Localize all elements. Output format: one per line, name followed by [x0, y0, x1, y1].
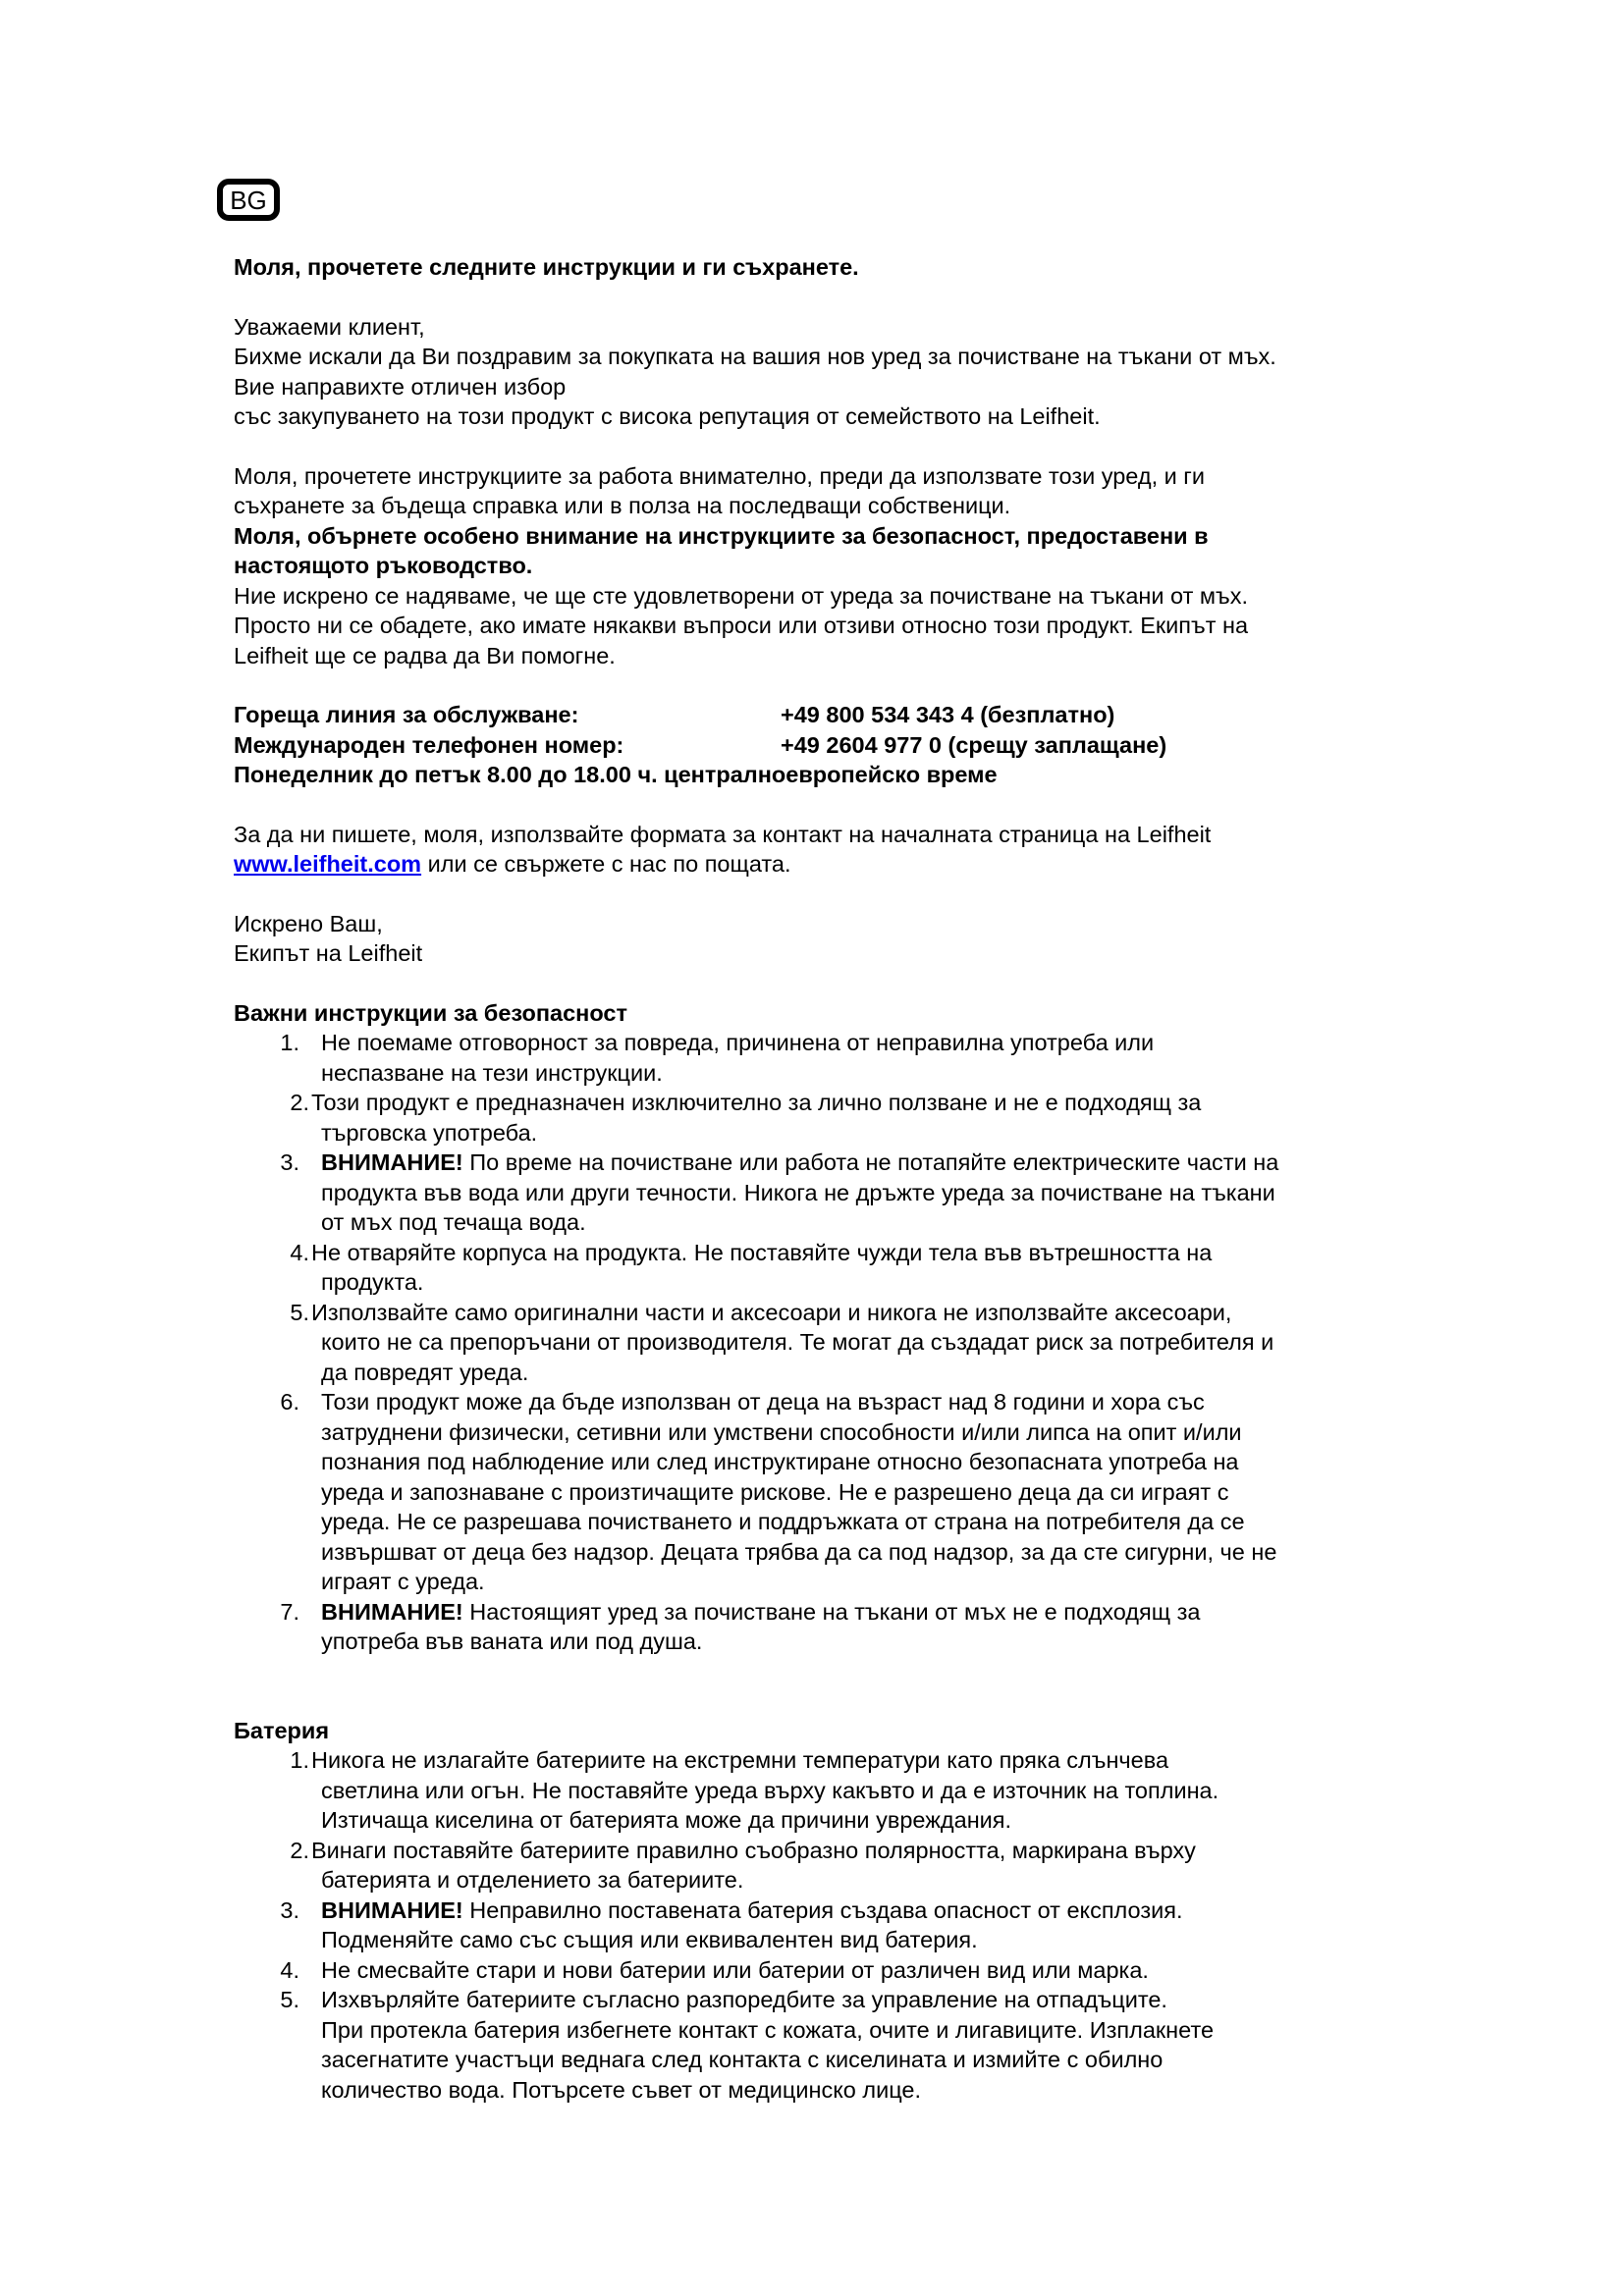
language-badge	[217, 179, 280, 221]
list-item	[234, 1238, 1422, 1298]
list-item-number: 3.	[280, 1896, 299, 1923]
list-item-text: уреда и запознаване с произтичащите рискове. Не е разрешено деца да си играят с	[321, 1478, 1229, 1505]
list-item-text: Изтичаща киселина от батерията може да причини увреждания.	[321, 1807, 1012, 1833]
warning-label: ВНИМАНИЕ!	[321, 1149, 463, 1175]
list-item-number: 4.	[280, 1956, 299, 1983]
safety-section-title: Важни инструкции за безопасност	[234, 999, 627, 1026]
list-item-text: Настоящият уред за почистване на тъкани от мъх не е подходящ за	[462, 1598, 1201, 1625]
list-item-text: Този продукт е предназначен изключително за лично ползване и не е подходящ за	[311, 1090, 1202, 1115]
list-item-number: 6.	[280, 1389, 299, 1415]
safety-instructions-list	[234, 1028, 1422, 1657]
hope-line: Просто ни се обадете, ако имате някакви въпроси или отзиви относно този продукт. Екипът на	[234, 613, 1249, 638]
list-item-text: Подменяйте само със същия или еквивалентен вид батерия.	[321, 1927, 978, 1952]
closing-line: Искрено Ваш,	[234, 910, 383, 936]
list-item-text: батерията и отделението за батериите.	[321, 1867, 744, 1893]
list-item-text: засегнатите участъци веднага след контакта с киселината и измийте с обилно	[321, 2047, 1164, 2072]
contact-line-rest: или се свържете с нас по пощата.	[421, 851, 791, 877]
intro-line: със закупуването на този продукт с висока репутация от семейството на Leifheit.	[234, 403, 1101, 429]
list-item-number: 1.	[280, 1030, 299, 1055]
list-item-text: познания под наблюдение или след инструктиране относно безопасната употреба на	[321, 1449, 1239, 1474]
list-item-number: 1.	[290, 1747, 309, 1773]
list-item-text: затруднени физически, сетивни или умствени способности и/или липса на опит и/или	[321, 1418, 1242, 1445]
hope-line: Leifheit ще се радва да Ви помогне.	[234, 642, 616, 668]
list-item-number: 3.	[280, 1149, 299, 1175]
list-item-text: от мъх под течаща вода.	[321, 1209, 586, 1235]
list-item	[234, 1896, 1422, 1955]
list-item	[234, 1028, 1422, 1088]
list-item	[234, 1298, 1422, 1388]
service-hours: Понеделник до петък 8.00 до 18.00 ч. централноевропейско време	[234, 762, 998, 787]
list-item	[234, 1955, 1422, 1986]
list-item-text: да повредят уреда.	[321, 1359, 529, 1385]
list-item-text: При протекла батерия избегнете контакт с кожата, очите и лигавиците. Изплакнете	[321, 2016, 1215, 2043]
list-item-text: извършват от деца без надзор. Децата трябва да са под надзор, за да сте сигурни, че не	[321, 1538, 1277, 1565]
list-item-text: търговска употреба.	[321, 1119, 538, 1146]
international-phone-label: Международен телефонен номер:	[234, 731, 624, 758]
list-item-number: 2.	[290, 1837, 309, 1863]
contact-line-2	[234, 849, 1422, 880]
list-item-text: употреба във ваната или под душа.	[321, 1629, 703, 1654]
international-phone-number: +49 2604 977 0 (срещу заплащане)	[781, 731, 1167, 758]
read-instructions-line: съхранете за бъдеща справка или в полза на последващи собственици.	[234, 493, 1011, 518]
list-item-text: продукта.	[321, 1269, 424, 1295]
list-item-text: количество вода. Потърсете съвет от медицинско лице.	[321, 2076, 922, 2103]
intro-line: Бихме искали да Ви поздравим за покупката на вашия нов уред за почистване на тъкани от мъх.	[234, 344, 1276, 369]
read-instructions-line: Моля, прочетете инструкциите за работа внимателно, преди да използвате този уред, и ги	[234, 462, 1205, 489]
list-item-text: светлина или огън. Не поставяйте уреда върху какъвто и да е източник на топлина.	[321, 1777, 1219, 1803]
language-badge-label: BG	[230, 185, 267, 215]
document-body	[234, 252, 1422, 2105]
list-item-text: Не поемаме отговорност за повреда, причинена от неправилна употреба или	[321, 1030, 1155, 1055]
list-item-number: 4.	[290, 1239, 309, 1265]
safety-attention-line: настоящото ръководство.	[234, 553, 533, 578]
warning-label: ВНИМАНИЕ!	[321, 1598, 463, 1625]
list-item-number: 5.	[280, 1987, 299, 2012]
list-item-text: играят с уреда.	[321, 1569, 485, 1594]
list-item-text: които не са препоръчани от производителя. Те могат да създадат риск за потребителя и	[321, 1329, 1274, 1355]
list-item-text: уреда. Не се разрешава почистването и поддръжката от страна на потребителя да се	[321, 1509, 1245, 1534]
service-hotline-number: +49 800 534 343 4 (безплатно)	[781, 702, 1115, 727]
list-item	[234, 1148, 1422, 1238]
intro-line: Вие направихте отличен избор	[234, 373, 567, 400]
closing-signature: Екипът на Leifheit	[234, 940, 423, 966]
instructions-heading: Моля, прочетете следните инструкции и ги съхранете.	[234, 254, 859, 280]
list-item-number: 7.	[280, 1598, 299, 1625]
greeting: Уважаеми клиент,	[234, 313, 425, 340]
list-item-number: 2.	[290, 1090, 309, 1115]
list-item	[234, 1836, 1422, 1896]
list-item-text: Неправилно поставената батерия създава опасност от експлозия.	[462, 1896, 1183, 1923]
hope-line: Ние искрено се надяваме, че ще сте удовлетворени от уреда за почистване на тъкани от мъх.	[234, 582, 1249, 609]
international-phone-row	[234, 730, 1422, 761]
list-item-text: Изхвърляйте батериите съгласно разпоредбите за управление на отпадъците.	[321, 1987, 1167, 2012]
service-hotline-row	[234, 700, 1422, 730]
battery-section-title: Батерия	[234, 1717, 330, 1743]
list-item-text: По време на почистване или работа не потапяйте електрическите части на	[462, 1149, 1279, 1175]
list-item-text: Не отваряйте корпуса на продукта. Не поставяйте чужди тела във вътрешността на	[311, 1239, 1213, 1265]
list-item-text: неспазване на тези инструкции.	[321, 1059, 663, 1086]
leifheit-website-link[interactable]: www.leifheit.com	[234, 851, 422, 877]
safety-attention-line: Моля, обърнете особено внимание на инструкциите за безопасност, предоставени в	[234, 522, 1209, 549]
service-hotline-label: Гореща линия за обслужване:	[234, 702, 579, 727]
list-item	[234, 1985, 1422, 2105]
list-item-text: Винаги поставяйте батериите правилно съобразно полярността, маркирана върху	[311, 1837, 1196, 1863]
list-item	[234, 1597, 1422, 1657]
list-item-text: Използвайте само оригинални части и аксесоари и никога не използвайте аксесоари,	[311, 1299, 1232, 1325]
list-item-text: Никога не излагайте батериите на екстремни температури като пряка слънчева	[311, 1747, 1169, 1773]
warning-label: ВНИМАНИЕ!	[321, 1896, 463, 1923]
contact-line: За да ни пишете, моля, използвайте формата за контакт на началната страница на Leifheit	[234, 821, 1212, 847]
list-item-number: 5.	[290, 1299, 309, 1325]
list-item	[234, 1745, 1422, 1836]
list-item-text: продукта във вода или други течности. Никога не дръжте уреда за почистване на тъкани	[321, 1179, 1275, 1205]
list-item	[234, 1088, 1422, 1148]
list-item	[234, 1387, 1422, 1597]
battery-instructions-list	[234, 1745, 1422, 2105]
list-item-text: Не смесвайте стари и нови батерии или батерии от различен вид или марка.	[321, 1956, 1149, 1983]
list-item-text: Този продукт може да бъде използван от деца на възраст над 8 години и хора със	[321, 1389, 1205, 1415]
